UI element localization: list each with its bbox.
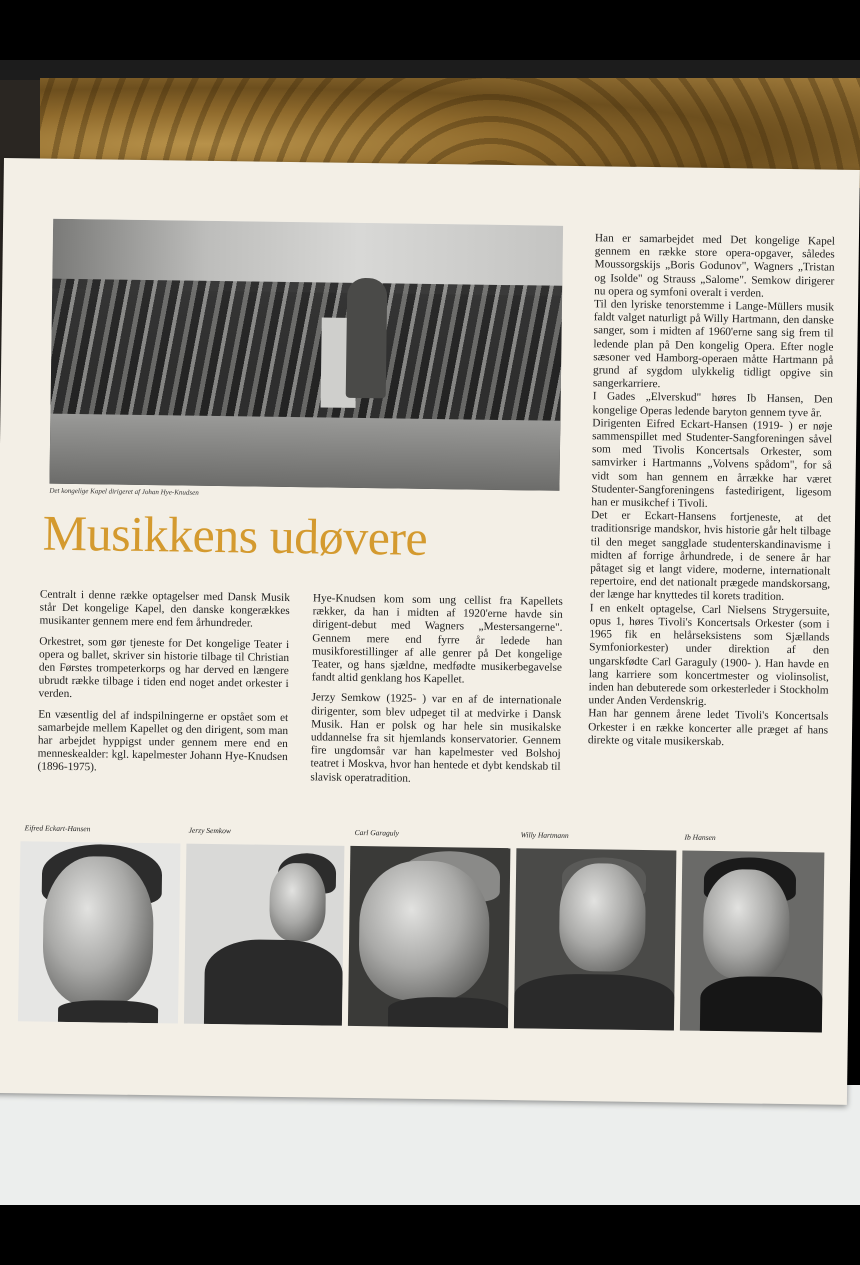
paragraph: Centralt i denne række optagelser med Dansk Musik står Det kongelige Kapel, den danske kongerækkes musikanter gennem mere end fem århundreder. bbox=[39, 588, 290, 630]
portrait-suit bbox=[388, 996, 508, 1028]
portrait-suit bbox=[204, 939, 343, 1026]
paragraph: Dirigenten Eifred Eckart-Hansen (1919- ) er nøje sammenspillet med Studenter-Sangforeningen såvel som med Tivolis Koncertsals Orkester, som samvirker i Hartmanns „Volvens spådom", for så vidt som han gennem en årrække har været Studenter-Sangforeningens fastedirigent, ligesom han er musikchef i Tivoli. bbox=[591, 417, 833, 510]
paragraph: Til den lyriske tenorstemme i Lange-Müllers musik faldt valget naturligt på Willy Hartmann, den danske sanger, som i midten af 1960'erne sang sig frem til ledende plan på Den kongelig Opera. Efter nogle sæsoner ved Hamborg-operaen måtte Hartmann på grund af sygdom ulykkelig tidligt opgive sin sangerkarriere. bbox=[592, 298, 835, 391]
paragraph: Det er Eckart-Hansens fortjeneste, at det traditionsrige mandskor, hvis historie går helt tilbage til den meget sangglade studenterskandinavisme i midten af forrige århundrede, i de senere år har påtaget sig et langt videre, moderne, internationalt repertoire, end det nationalt prægede mandskorsang, der længe har knyttedes til korets tradition. bbox=[589, 509, 832, 604]
paragraph: Han er samarbejdet med Det kongelige Kapel gennem en række store opera-opgaver, således Moussorgskijs „Boris Godunov", Wagners „Tristan og Isolde" og Strauss „Salome". Semkow dirigerer nu opera og symfoni overalt i verden. bbox=[594, 232, 835, 300]
paragraph: Jerzy Semkow (1925- ) var en af de internationale dirigenter, som blev udpeget til at medvirke i Dansk Musik. Han er polsk og har hele sin musikalske uddannelse fra sit hjemlands konservatorier. Gennem fire ungdomsår var han kapelmester ved Bolshoj teatret i Moskva, hvor han hentede et dybt kendskab til slavisk operatradition. bbox=[310, 691, 562, 785]
portrait-hartmann bbox=[514, 848, 676, 1030]
photo-caption: Det kongelige Kapel dirigeret af Johan Hye-Knudsen bbox=[49, 486, 199, 497]
paragraph: I Gades „Elverskud" høres Ib Hansen, Den kongelige Operas ledende baryton gennem tyve år. bbox=[592, 390, 833, 420]
portrait-face bbox=[358, 860, 490, 1002]
portrait-caption: Carl Garaguly bbox=[354, 827, 400, 838]
portrait-caption: Willy Hartmann bbox=[520, 830, 569, 840]
portrait-eckart-hansen bbox=[18, 841, 180, 1023]
booklet-page bbox=[0, 158, 860, 1105]
photo-floor bbox=[49, 414, 560, 491]
paragraph: I en enkelt optagelse, Carl Nielsens Strygersuite, opus 1, høres Tivoli's Koncertsals Orkester (som i 1965 fik en helårseksistens som Sjællands Symfoniorkester) under direktion af den ungarskfødte Carl Garaguly (1900- ). Han havde en lang karriere som koncertmester og violinsolist, inden han debuterede som orkesterleder i Stockholm under Anden Verdenskrig. bbox=[588, 601, 830, 708]
text-column-2 bbox=[310, 592, 563, 794]
photo-orchestra-musicians bbox=[50, 279, 562, 436]
paragraph: Han har gennem årene ledet Tivoli's Koncertsals Orkester i en række koncerter alle præget af hans direkte og vitale musikerskab. bbox=[587, 707, 829, 748]
portrait-suit bbox=[58, 1000, 158, 1023]
portrait-semkow bbox=[184, 844, 344, 1026]
portrait-suit bbox=[514, 973, 675, 1030]
page-headline: Musikkens udøvere bbox=[42, 504, 428, 566]
portrait-face bbox=[42, 856, 154, 1008]
portrait-row bbox=[18, 823, 831, 1034]
text-column-3 bbox=[588, 232, 835, 750]
portrait-caption: Eifred Eckart-Hansen bbox=[24, 823, 91, 834]
portrait-face bbox=[269, 863, 326, 942]
paragraph: En væsentlig del af indspilningerne er opstået som et samarbejde mellem Kapellet og den dirigent, som man har arbejdet hyppigst under gennem mere end en menneskealder: kgl. kapelmester Johann Hye-Knudsen (1896-1975). bbox=[37, 708, 289, 774]
text-column-1 bbox=[37, 589, 290, 785]
portrait-garaguly bbox=[348, 846, 510, 1028]
portrait-ib-hansen bbox=[680, 851, 824, 1033]
portrait-caption: Ib Hansen bbox=[684, 832, 716, 843]
paragraph: Orkestret, som gør tjeneste for Det kongelige Teater i opera og ballet, skriver sin historie tilbage til Christian den Førstes trompeterkorps og har derved en længere ubrudt række tilbage i tiden end noget andet orkester i verden. bbox=[38, 635, 290, 701]
portrait-suit bbox=[700, 976, 823, 1033]
portrait-caption: Jerzy Semkow bbox=[188, 825, 231, 836]
orchestra-photo bbox=[49, 219, 563, 491]
portrait-face bbox=[559, 863, 646, 972]
paragraph: Hye-Knudsen kom som ung cellist fra Kapellets rækker, da han i midten af 1920'erne havde sin dirigent-debut med Wagners „Mestersangerne". Gennem mere end fyrre år ledede han musikforestillinger af alle genrer på Det kongelige Teater, og hans sjældne, medfødte musikerbegavelse fandt altid genklang hos Kapellet. bbox=[311, 592, 563, 686]
photo-conductor bbox=[346, 278, 388, 399]
portrait-face bbox=[703, 869, 791, 980]
